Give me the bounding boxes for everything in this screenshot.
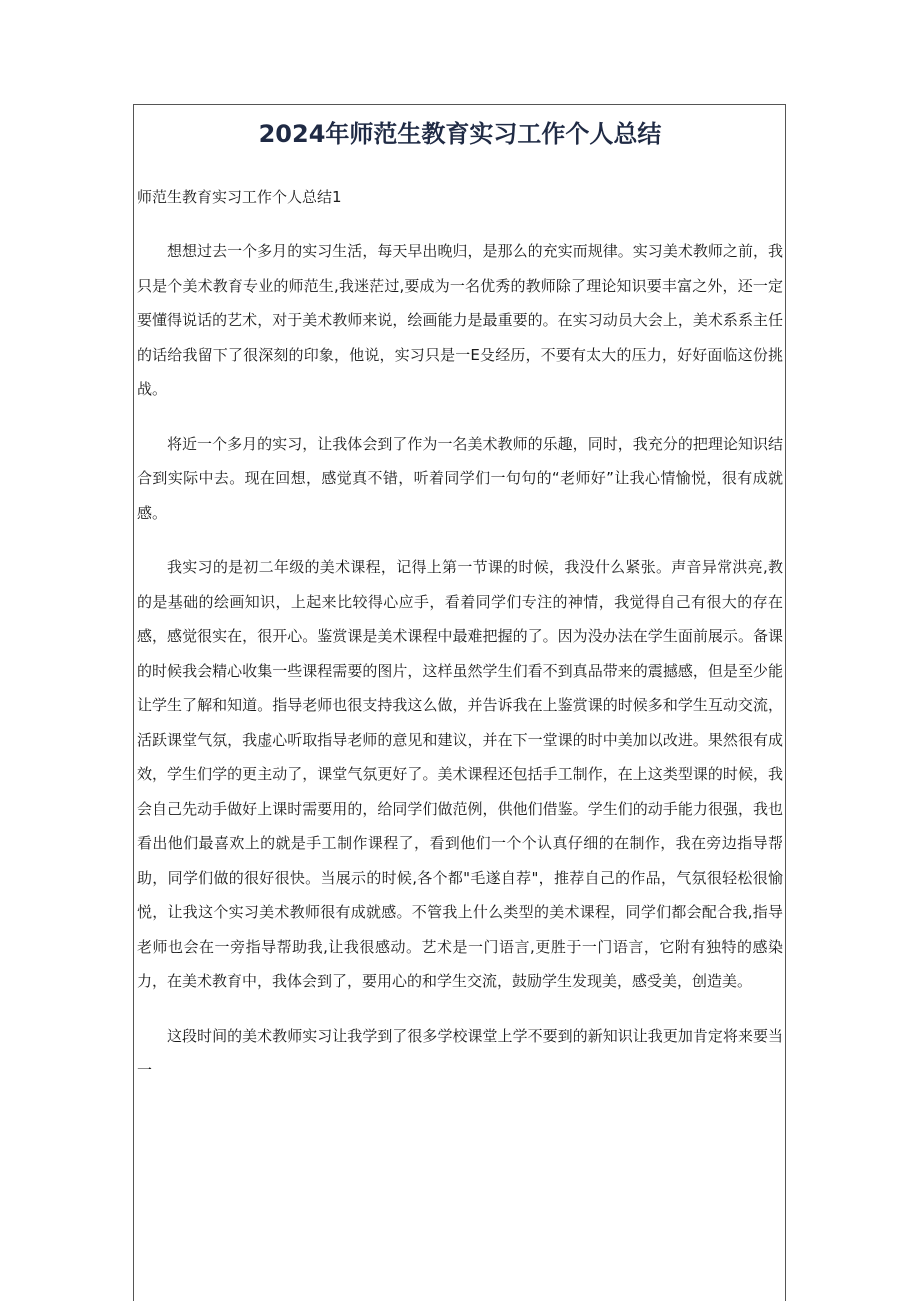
paragraph: 我实习的是初二年级的美术课程，记得上第一节课的时候，我没什么紧张。声音异常洪亮,教的是基础的绘画知识，上起来比较得心应手，看着同学们专注的神情，我觉得自己有很大的存在感，感觉很实在，很开心。鉴赏课是美术课程中最难把握的了。因为没办法在学生面前展示。备课的时候我会精心收集一些课程需要的图片，这样虽然学生们看不到真品带来的震撼感，但是至少能让学生了解和知道。指导老师也很支持我这么做，并告诉我在上鉴赏课的时候多和学生互动交流，活跃课堂气氛，我虚心听取指导老师的意见和建议，并在下一堂课的时中美加以改进。果然很有成效，学生们学的更主动了，课堂气氛更好了。美术课程还包括手工制作，在上这类型课的时候，我会自己先动手做好上课时需要用的，给同学们做范例，供他们借鉴。学生们的动手能力很强，我也看出他们最喜欢上的就是手工制作课程了，看到他们一个个认真仔细的在制作，我在旁边指导帮助，同学们做的很好很快。当展示的时候,各个都"毛遂自荐"，推荐自己的作品，气氛很轻松很愉悦，让我这个实习美术教师很有成就感。不管我上什么类型的美术课程，同学们都会配合我,指导老师也会在一旁指导帮助我,让我很感动。艺术是一门语言,更胜于一门语言，它附有独特的感染力，在美术教育中，我体会到了，要用心的和学生交流，鼓励学生发现美，感受美，创造美。: [137, 558, 783, 990]
document-title: 2024年师范生教育实习工作个人总结: [258, 120, 662, 148]
section-heading: 师范生教育实习工作个人总结1: [137, 188, 342, 206]
paragraph: 这段时间的美术教师实习让我学到了很多学校课堂上学不要到的新知识让我更加肯定将来要当一: [137, 1026, 783, 1079]
paragraph: 将近一个多月的实习，让我体会到了作为一名美术教师的乐趣，同时，我充分的把理论知识结合到实际中去。现在回想，感觉真不错，听着同学们一句句的“老师好”让我心情愉悦，很有成就感。: [137, 434, 783, 522]
paragraph: 想想过去一个多月的实习生活，每天早出晚归，是那么的充实而规律。实习美术教师之前，我只是个美术教育专业的师范生,我迷茫过,要成为一名优秀的教师除了理论知识要丰富之外，还一定要懂得说话的艺术，对于美术教师来说，绘画能力是最重要的。在实习动员大会上，美术系系主任的话给我留下了很深刻的印象，他说，实习只是一E殳经历，不要有太大的压力，好好面临这份挑战。: [137, 242, 783, 398]
document-body: [137, 234, 783, 1108]
